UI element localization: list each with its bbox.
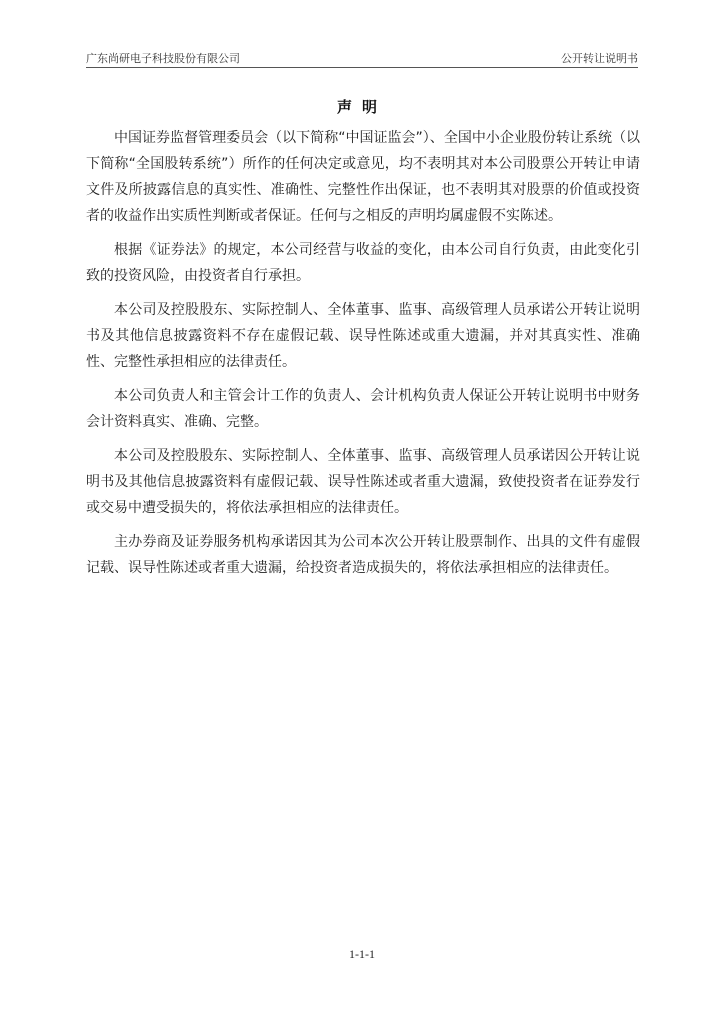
declaration-paragraph-broker-commitment: 主办券商及证券服务机构承诺因其为公司本次公开转让股票制作、出具的文件有虚假记载、误导性陈述或者重大遗漏，给投资者造成损失的，将依法承担相应的法律责任。 — [86, 534, 640, 576]
page-header — [86, 47, 638, 68]
declaration-paragraph-liability-commitment: 本公司及控股股东、实际控制人、全体董事、监事、高级管理人员承诺因公开转让说明书及其他信息披露资料有虚假记载、误导性陈述或者重大遗漏，致使投资者在证券发行或交易中遭受损失的，将依法承担相应的法律责任。 — [86, 448, 640, 516]
declaration-paragraph-management-commitment: 本公司及控股股东、实际控制人、全体董事、监事、高级管理人员承诺公开转让说明书及其他信息披露资料不存在虚假记载、误导性陈述或重大遗漏，并对其真实性、准确性、完整性承担相应的法律责任。 — [86, 302, 640, 370]
declaration-paragraph-securities-law: 根据《证券法》的规定，本公司经营与收益的变化，由本公司自行负责，由此变化引致的投资风险，由投资者自行承担。 — [86, 242, 640, 284]
header-company-name: 广东尚研电子科技股份有限公司 — [86, 52, 240, 65]
declaration-body — [86, 125, 640, 589]
page-title: 声明 — [336, 98, 387, 116]
page-number: 1-1-1 — [349, 947, 375, 961]
declaration-paragraph-financial-guarantee: 本公司负责人和主管会计工作的负责人、会计机构负责人保证公开转让说明书中财务会计资料真实、准确、完整。 — [86, 388, 640, 430]
declaration-paragraph-csrc: 中国证券监督管理委员会（以下简称“中国证监会”）、全国中小企业股份转让系统（以下简称“全国股转系统”）所作的任何决定或意见，均不表明其对本公司股票公开转让申请文件及所披露信息的真实性、准确性、完整性作出保证，也不表明其对股票的价值或投资者的收益作出实质性判断或者保证。任何与之相反的声明均属虚假不实陈述。 — [86, 130, 640, 224]
header-document-type: 公开转让说明书 — [561, 52, 638, 65]
